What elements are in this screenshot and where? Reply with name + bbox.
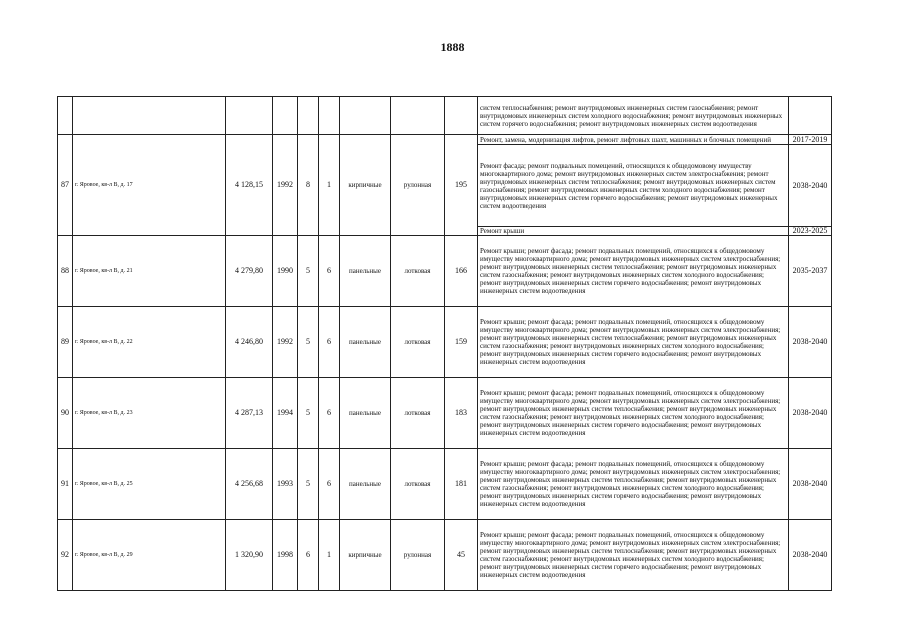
- housing-repair-table: [57, 96, 832, 591]
- cell-floors: 5: [298, 307, 319, 378]
- cell-wall-material: панельные: [340, 449, 391, 520]
- cell-roof-type: лотковая: [391, 307, 445, 378]
- cell-year: 1994: [273, 378, 298, 449]
- cell-works: [478, 227, 789, 236]
- cell-floors: 5: [298, 449, 319, 520]
- cell-roof-type: рулонная: [391, 135, 445, 236]
- cell-entrances: 6: [319, 378, 340, 449]
- cell-roof-type: [391, 97, 445, 135]
- cell-area: 4 128,15: [226, 135, 273, 236]
- cell-year: 1992: [273, 307, 298, 378]
- cell-works: [478, 449, 789, 520]
- cell-flats: 195: [445, 135, 478, 236]
- cell-period: 2017-2019: [789, 135, 832, 145]
- cell-year: 1992: [273, 135, 298, 236]
- cell-roof-type: лотковая: [391, 449, 445, 520]
- cell-wall-material: [340, 97, 391, 135]
- cell-period: 2038-2040: [789, 520, 832, 591]
- cell-flats: 181: [445, 449, 478, 520]
- house-row: [58, 520, 832, 591]
- cell-year: 1998: [273, 520, 298, 591]
- cell-period: 2023-2025: [789, 227, 832, 236]
- works-text: Ремонт крыши; ремонт фасада; ремонт подвальных помещений, относящихся к общедомовому имуществу многоквартирного дома; ремонт внутридомовых инженерных систем электроснабжения; ремонт внутридомовых инженерных систем теплоснабжения; ремонт внутридомовых инженерных систем газоснабжения; ремонт внутридомовых инженерных систем холодного водоснабжения; ремонт внутридомовых инженерных систем горячего водоснабжения; ремонт внутридомовых инженерных систем водоотведения: [480, 247, 781, 295]
- cell-works: [478, 135, 789, 145]
- cell-flats: 183: [445, 378, 478, 449]
- cell-area: [226, 97, 273, 135]
- works-text: систем теплоснабжения; ремонт внутридомовых инженерных систем газоснабжения; ремонт внутридомовых инженерных систем холодного водоснабжения; ремонт внутридомовых инженерных систем горячего водоснабжения; ремонт внутридомовых инженерных систем водоотведения: [480, 103, 783, 128]
- cell-year: [273, 97, 298, 135]
- cell-area: 1 320,90: [226, 520, 273, 591]
- cell-works: [478, 378, 789, 449]
- house-row: [58, 307, 832, 378]
- cell-number: 88: [58, 236, 73, 307]
- cell-period: [789, 97, 832, 135]
- continuation-row: [58, 97, 832, 135]
- cell-works: [478, 145, 789, 227]
- cell-address: г. Яровое, кв-л В, д. 21: [73, 236, 226, 307]
- cell-number: 90: [58, 378, 73, 449]
- cell-flats: [445, 97, 478, 135]
- works-text: Ремонт крыши: [480, 227, 525, 235]
- page-number: 1888: [440, 40, 465, 54]
- cell-wall-material: панельные: [340, 378, 391, 449]
- cell-entrances: 6: [319, 307, 340, 378]
- cell-roof-type: лотковая: [391, 236, 445, 307]
- cell-area: 4 287,13: [226, 378, 273, 449]
- cell-roof-type: лотковая: [391, 378, 445, 449]
- cell-wall-material: панельные: [340, 236, 391, 307]
- house-row: [58, 236, 832, 307]
- cell-period: 2038-2040: [789, 145, 832, 227]
- works-text: Ремонт крыши; ремонт фасада; ремонт подвальных помещений, относящихся к общедомовому имуществу многоквартирного дома; ремонт внутридомовых инженерных систем электроснабжения; ремонт внутридомовых инженерных систем теплоснабжения; ремонт внутридомовых инженерных систем газоснабжения; ремонт внутридомовых инженерных систем холодного водоснабжения; ремонт внутридомовых инженерных систем горячего водоснабжения; ремонт внутридомовых инженерных систем водоотведения: [480, 318, 781, 366]
- house-row: [58, 378, 832, 449]
- works-text: Ремонт крыши; ремонт фасада; ремонт подвальных помещений, относящихся к общедомовому имуществу многоквартирного дома; ремонт внутридомовых инженерных систем электроснабжения; ремонт внутридомовых инженерных систем теплоснабжения; ремонт внутридомовых инженерных систем газоснабжения; ремонт внутридомовых инженерных систем холодного водоснабжения; ремонт внутридомовых инженерных систем горячего водоснабжения; ремонт внутридомовых инженерных систем водоотведения: [480, 460, 781, 508]
- cell-number: 92: [58, 520, 73, 591]
- cell-period: 2035-2037: [789, 236, 832, 307]
- cell-floors: [298, 97, 319, 135]
- cell-period: 2038-2040: [789, 449, 832, 520]
- cell-address: [73, 97, 226, 135]
- house-row: [58, 449, 832, 520]
- cell-works: [478, 307, 789, 378]
- cell-entrances: 1: [319, 520, 340, 591]
- cell-roof-type: рулонная: [391, 520, 445, 591]
- cell-floors: 8: [298, 135, 319, 236]
- cell-flats: 159: [445, 307, 478, 378]
- cell-number: 87: [58, 135, 73, 236]
- cell-area: 4 279,80: [226, 236, 273, 307]
- works-text: Ремонт фасада; ремонт подвальных помещений, относящихся к общедомовому имуществу многоквартирного дома; ремонт внутридомовых инженерных систем электроснабжения; ремонт внутридомовых инженерных систем теплоснабжения; ремонт внутридомовых инженерных систем газоснабжения; ремонт внутридомовых инженерных систем холодного водоснабжения; ремонт внутридомовых инженерных систем горячего водоснабжения; ремонт внутридомовых инженерных систем водоотведения: [480, 161, 778, 210]
- cell-flats: 166: [445, 236, 478, 307]
- works-text: Ремонт крыши; ремонт фасада; ремонт подвальных помещений, относящихся к общедомовому имуществу многоквартирного дома; ремонт внутридомовых инженерных систем электроснабжения; ремонт внутридомовых инженерных систем теплоснабжения; ремонт внутридомовых инженерных систем газоснабжения; ремонт внутридомовых инженерных систем холодного водоснабжения; ремонт внутридомовых инженерных систем горячего водоснабжения; ремонт внутридомовых инженерных систем водоотведения: [480, 531, 781, 579]
- cell-flats: 45: [445, 520, 478, 591]
- cell-address: г. Яровое, кв-л В, д. 22: [73, 307, 226, 378]
- cell-area: 4 256,68: [226, 449, 273, 520]
- cell-address: г. Яровое, кв-л В, д. 23: [73, 378, 226, 449]
- table-body: [58, 97, 832, 591]
- cell-wall-material: панельные: [340, 307, 391, 378]
- cell-entrances: [319, 97, 340, 135]
- cell-address: г. Яровое, кв-л В, д. 25: [73, 449, 226, 520]
- cell-address: г. Яровое, кв-л В, д. 29: [73, 520, 226, 591]
- works-text: Ремонт крыши; ремонт фасада; ремонт подвальных помещений, относящихся к общедомовому имуществу многоквартирного дома; ремонт внутридомовых инженерных систем электроснабжения; ремонт внутридомовых инженерных систем теплоснабжения; ремонт внутридомовых инженерных систем газоснабжения; ремонт внутридомовых инженерных систем холодного водоснабжения; ремонт внутридомовых инженерных систем горячего водоснабжения; ремонт внутридомовых инженерных систем водоотведения: [480, 389, 781, 437]
- cell-floors: 5: [298, 378, 319, 449]
- cell-entrances: 6: [319, 236, 340, 307]
- cell-number: [58, 97, 73, 135]
- cell-address: г. Яровое, кв-л В, д. 17: [73, 135, 226, 236]
- cell-entrances: 6: [319, 449, 340, 520]
- cell-period: 2038-2040: [789, 307, 832, 378]
- cell-works: [478, 236, 789, 307]
- cell-works: [478, 97, 789, 135]
- cell-year: 1993: [273, 449, 298, 520]
- cell-floors: 6: [298, 520, 319, 591]
- cell-area: 4 246,80: [226, 307, 273, 378]
- cell-year: 1990: [273, 236, 298, 307]
- cell-number: 89: [58, 307, 73, 378]
- cell-entrances: 1: [319, 135, 340, 236]
- cell-floors: 5: [298, 236, 319, 307]
- cell-wall-material: кирпичные: [340, 520, 391, 591]
- works-text: Ремонт, замена, модернизация лифтов, ремонт лифтовых шахт, машинных и блочных помещений: [480, 135, 771, 144]
- cell-period: 2038-2040: [789, 378, 832, 449]
- cell-wall-material: кирпичные: [340, 135, 391, 236]
- house-row: [58, 135, 832, 145]
- cell-number: 91: [58, 449, 73, 520]
- cell-works: [478, 520, 789, 591]
